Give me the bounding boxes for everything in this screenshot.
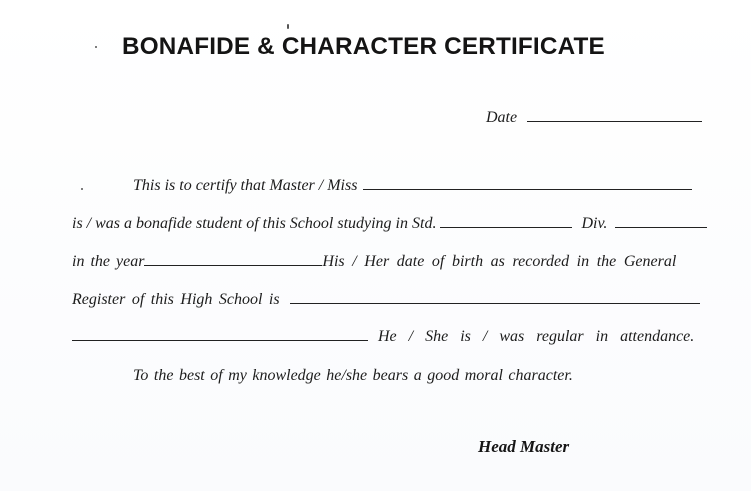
dob-continued-blank[interactable] — [72, 328, 368, 341]
div-blank[interactable] — [615, 215, 707, 228]
date-field-blank[interactable] — [527, 109, 702, 122]
attendance-text: He / She is / was regular in attendance. — [378, 328, 695, 345]
character-text: To the best of my knowledge he/she bears a good moral character. — [133, 367, 573, 384]
student-name-blank[interactable] — [363, 177, 692, 190]
std-row — [72, 215, 707, 233]
year-row — [72, 253, 700, 271]
std-blank[interactable] — [440, 215, 572, 228]
dob-blank[interactable] — [290, 291, 700, 304]
certify-row — [133, 177, 692, 195]
head-master-signature-label: Head Master — [478, 437, 570, 456]
in-the-year-text: in the year — [72, 253, 145, 270]
certify-text: This is to certify that Master / Miss — [133, 177, 358, 194]
scan-speck — [81, 188, 83, 190]
scan-speck — [95, 46, 97, 48]
register-row — [72, 291, 700, 309]
register-text: Register of this High School is — [72, 291, 280, 308]
div-label: Div. — [581, 215, 608, 232]
scan-speck — [287, 24, 289, 29]
bonafide-text: is / was a bonafide student of this School studying in Std. — [72, 215, 437, 232]
dob-text: His / Her date of birth as recorded in the General — [322, 253, 677, 270]
year-blank[interactable] — [144, 253, 322, 266]
date-row — [486, 109, 702, 127]
certificate-title: BONAFIDE & CHARACTER CERTIFICATE — [122, 33, 605, 60]
character-row — [133, 367, 573, 385]
date-label: Date — [486, 109, 518, 126]
attendance-row — [72, 328, 694, 346]
